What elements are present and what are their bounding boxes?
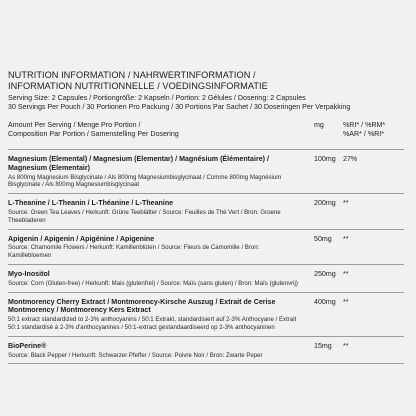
servings-per-pouch: 30 Servings Per Pouch / 30 Portionen Pro Packung / 30 Portions Par Sachet / 30 Doseringen Per Verpakking <box>8 103 351 111</box>
serving-info <box>8 94 404 112</box>
table-row <box>8 230 404 265</box>
ri-header-line-2: %AR* / %RI* <box>343 130 384 138</box>
ri-header <box>343 121 385 139</box>
ingredient-source: As 800mg Magnesium Bisglycinate / Als 800mg Magnesiumbisglycinaat / Comme 800mg Magnésium Bisglycinate / Als 800mg Magnesiumbisglycinaat <box>8 173 282 189</box>
ingredient-name: Magnesium (Elemental) / Magnesium (Elementar) / Magnésium (Élémentaire) / Magnesium (Elementair) <box>8 155 269 172</box>
ingredient-ri: 27% <box>343 155 358 163</box>
ri-header-line-1: %RI* / %RM* <box>343 121 386 129</box>
ingredient-amount: 15mg <box>314 341 332 350</box>
title-line-1: NUTRITION INFORMATION / NAHRWERTINFORMATION / <box>8 70 256 80</box>
table-row <box>8 150 404 194</box>
ingredient-ri: ** <box>343 297 349 306</box>
ingredient-ri: ** <box>343 341 349 350</box>
amount-label-line-1: Amount Per Serving / Menge Pro Portion / <box>8 121 141 129</box>
ingredient-ri: ** <box>343 234 349 243</box>
ingredient-amount: 100mg <box>314 155 336 163</box>
nutrition-title <box>8 70 404 92</box>
table-header <box>8 121 404 150</box>
ingredient-source: Source: Green Tea Leaves / Herkunft: Grüne Teeblätter / Source: Feuilles de Thé Vert / Bron: Groene Theebladeren <box>8 208 281 224</box>
ingredient-amount: 50mg <box>314 234 332 243</box>
ingredient-source: Source: Chamomile Flowers / Herkunft: Kamillenblüten / Source: Fleurs de Camomille / Bron: Kamillebloemen <box>8 244 260 260</box>
table-row <box>8 265 404 293</box>
table-row <box>8 293 404 337</box>
ingredient-name: Montmorency Cherry Extract / Montmorency-Kirsche Auszug / Extrait de Cerise Montmorency / Montmorency Kers Extract <box>8 297 276 315</box>
ingredient-amount: 400mg <box>314 297 336 306</box>
nutrition-panel <box>8 70 404 364</box>
ingredient-amount: 250mg <box>314 269 336 278</box>
table-row <box>8 194 404 229</box>
ingredient-source: 50:1 extract standardized to 2-3% anthocyanins / 50:1 Extrakt, standardisiert auf 2-3% Anthocyane / Extrait 50:1 standardisé à 2-3% d'anthocyanines / 50:1-extract gestandaardiseerd op 2-3% anthocyaninen <box>8 316 297 331</box>
table-row <box>8 337 404 365</box>
ingredient-ri: ** <box>343 199 349 208</box>
ingredient-source: Source: Black Pepper / Herkunft: Schwarzer Pfeffer / Source: Poivre Noir / Bron: Zwarte Peper <box>8 351 263 359</box>
ingredient-name: Myo-Inositol <box>8 269 50 278</box>
serving-size: Serving Size: 2 Capsules / Portiongröße: 2 Kapseln / Portion: 2 Gélules / Dosering: 2 Capsules <box>8 94 306 102</box>
ingredient-source: Source: Corn (Gluten-free) / Herkunft: Mais (glutenfrei) / Source: Maïs (sans gluten) / Bron: Maïs (glutenvrij) <box>8 279 298 287</box>
ingredient-name: BioPerine® <box>8 341 47 350</box>
ingredient-name: L-Theanine / L-Theanin / L-Théanine / L-Theanine <box>8 199 174 208</box>
ingredient-ri: ** <box>343 269 349 278</box>
ingredient-name: Apigenin / Apigenin / Apigénine / Apigenine <box>8 234 155 243</box>
ingredient-amount: 200mg <box>314 199 336 208</box>
title-line-2: INFORMATION NUTRITIONNELLE / VOEDINGSINFORMATIE <box>8 81 268 91</box>
unit-header: mg <box>314 121 324 129</box>
amount-per-serving-label <box>8 121 298 139</box>
amount-label-line-2: Composition Par Portion / Samenstelling Per Dosering <box>8 130 179 138</box>
